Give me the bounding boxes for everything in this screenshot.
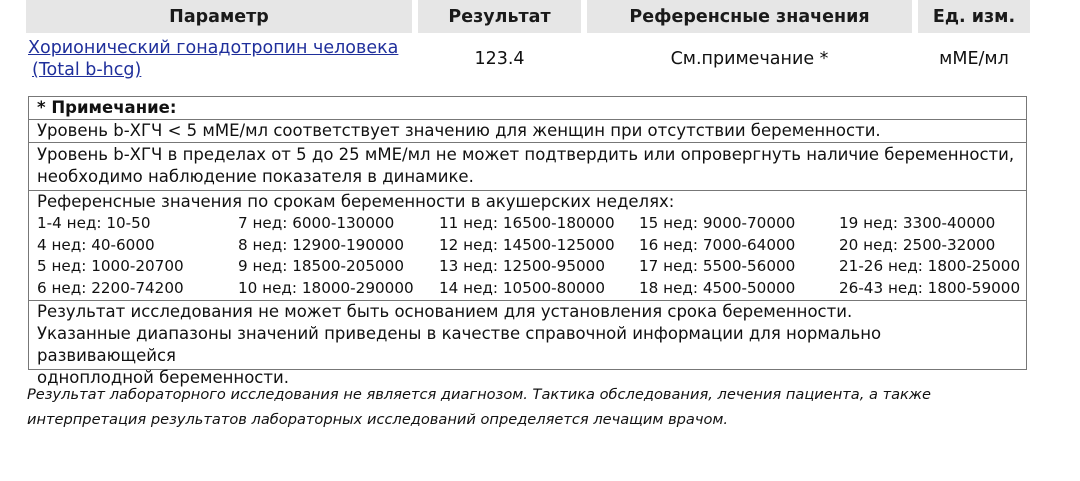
week-range: 5 нед: 1000-20700 (37, 257, 184, 275)
week-range: 13 нед: 12500-95000 (439, 257, 605, 275)
note-line-2a: Уровень b-ХГЧ в пределах от 5 до 25 мМЕ/мл не может подтвердить или опровергнуть наличие беременности, (37, 145, 1015, 164)
reference-value: См.примечание * (670, 49, 829, 69)
week-range: 11 нед: 16500-180000 (439, 214, 615, 232)
week-range: 12 нед: 14500-125000 (439, 235, 615, 254)
parameter-link[interactable] (28, 37, 418, 81)
week-range: 9 нед: 18500-205000 (238, 257, 404, 275)
week-range: 4 нед: 40-6000 (37, 235, 155, 254)
parameter-code[interactable]: (Total b-hcg) (32, 60, 142, 80)
disclaimer-line-1: Результат лабораторного исследования не является диагнозом. Тактика обследования, лечения пациента, а также (27, 386, 931, 403)
week-range: 21-26 нед: 1800-25000 (839, 257, 1021, 275)
header-result: Результат (418, 0, 581, 33)
unit-value: мМЕ/мл (939, 49, 1009, 69)
week-range: 18 нед: 4500-50000 (639, 278, 796, 297)
week-range: 10 нед: 18000-290000 (238, 278, 414, 297)
note-line-2 (29, 143, 1026, 191)
weeks-title: Референсные значения по срокам беременности в акушерских неделях: (37, 192, 675, 211)
week-range: 8 нед: 12900-190000 (238, 235, 404, 254)
week-range: 16 нед: 7000-64000 (639, 235, 796, 254)
week-range: 19 нед: 3300-40000 (839, 214, 996, 232)
week-range: 6 нед: 2200-74200 (37, 278, 184, 297)
note-line-4: Результат исследования не может быть основанием для установления срока беременности. (37, 302, 853, 321)
result-value: 123.4 (474, 49, 525, 69)
weeks-section (29, 191, 1026, 301)
notes-title: * Примечание: (29, 97, 1026, 120)
week-range: 14 нед: 10500-80000 (439, 278, 605, 297)
note-line-5b: одноплодной беременности. (37, 368, 289, 387)
week-range: 26-43 нед: 1800-59000 (839, 278, 1021, 297)
week-range: 1-4 нед: 10-50 (37, 214, 151, 232)
weeks-grid (37, 213, 1021, 299)
week-range: 7 нед: 6000-130000 (238, 214, 395, 232)
note-line-1: Уровень b-ХГЧ < 5 мМЕ/мл соответствует значению для женщин при отсутствии беременности. (29, 120, 1026, 143)
parameter-name[interactable]: Хорионический гонадотропин человека (28, 38, 399, 58)
disclaimer (27, 382, 1067, 432)
notes-box (28, 96, 1027, 387)
note-line-2b: необходимо наблюдение показателя в динамике. (37, 167, 474, 186)
note-final (29, 301, 1026, 387)
week-range: 15 нед: 9000-70000 (639, 214, 796, 232)
header-reference: Референсные значения (587, 0, 912, 33)
note-line-5a: Указанные диапазоны значений приведены в качестве справочной информации для нормально развивающейся (37, 324, 882, 365)
header-parameter: Параметр (26, 0, 412, 33)
week-range: 20 нед: 2500-32000 (839, 235, 996, 254)
disclaimer-line-2: интерпретация результатов лабораторных исследований определяется лечащим врачом. (27, 411, 729, 428)
header-unit: Ед. изм. (918, 0, 1030, 33)
week-range: 17 нед: 5500-56000 (639, 257, 796, 275)
